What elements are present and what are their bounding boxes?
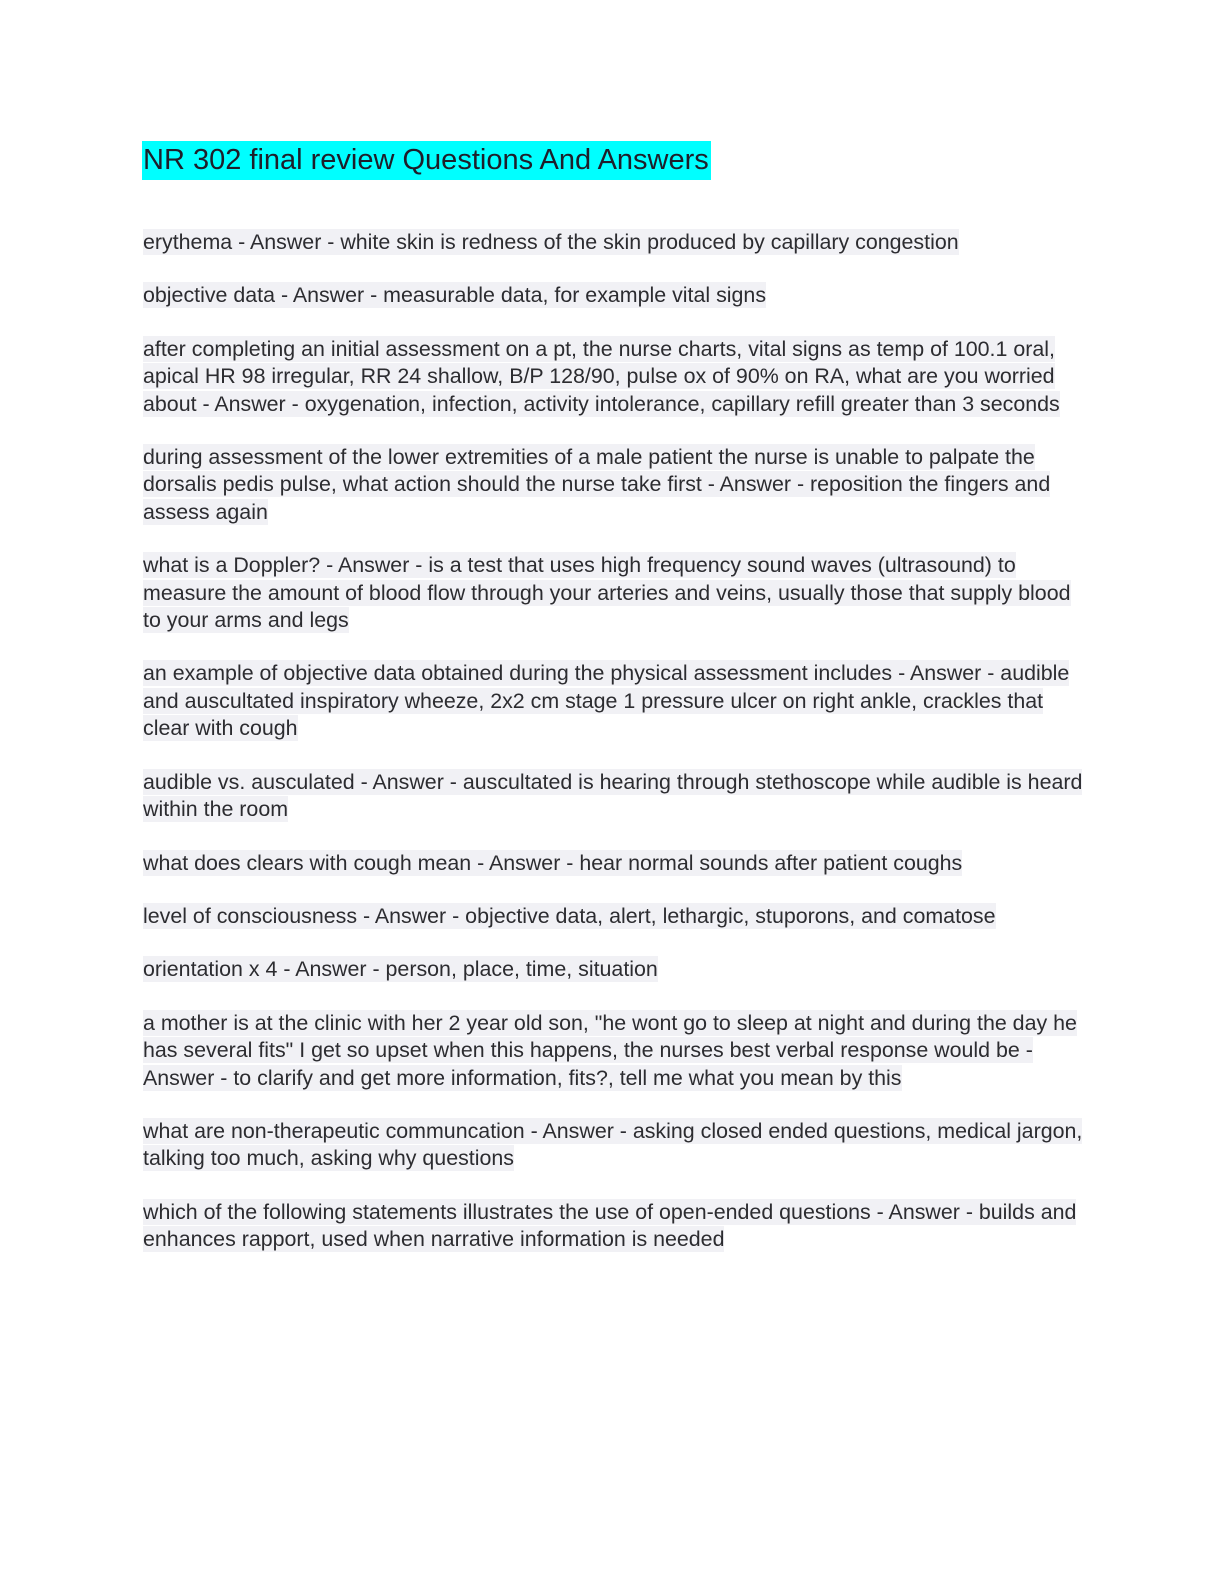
- qa-item: [143, 444, 1083, 526]
- qa-item: [143, 660, 1083, 742]
- qa-item: [143, 1118, 1083, 1173]
- qa-text: during assessment of the lower extremities of a male patient the nurse is unable to palpate the dorsalis pedis pulse, what action should the nurse take first - Answer - reposition the fingers and assess again: [143, 445, 1051, 524]
- qa-text: what does clears with cough mean - Answer - hear normal sounds after patient coughs: [143, 850, 963, 875]
- qa-text: objective data - Answer - measurable data, for example vital signs: [143, 283, 767, 308]
- qa-item: [143, 282, 1083, 309]
- document-title: NR 302 final review Questions And Answers: [142, 141, 711, 180]
- qa-item: [143, 1199, 1083, 1254]
- qa-text: level of consciousness - Answer - objective data, alert, lethargic, stuporons, and comatose: [143, 903, 996, 928]
- qa-item: [143, 1010, 1083, 1092]
- document-page: [143, 141, 1083, 1280]
- qa-text: erythema - Answer - white skin is redness of the skin produced by capillary congestion: [143, 230, 959, 254]
- qa-text: which of the following statements illustrates the use of open-ended questions - Answer - builds and enhances rapport, used when narrative information is needed: [143, 1199, 1077, 1252]
- qa-item: [143, 903, 1083, 930]
- qa-list: [143, 229, 1083, 1254]
- qa-item: [143, 956, 1083, 983]
- qa-item: [143, 850, 1083, 877]
- qa-text: orientation x 4 - Answer - person, place, time, situation: [143, 957, 658, 982]
- qa-text: what are non-therapeutic communcation - Answer - asking closed ended questions, medical jargon, talking too much, asking why questions: [143, 1118, 1083, 1171]
- qa-text: a mother is at the clinic with her 2 year old son, "he wont go to sleep at night and during the day he has several fits" I get so upset when this happens, the nurses best verbal response would be - Answer - to clarify and get more information, fits?, tell me what you mean by this: [143, 1010, 1077, 1090]
- qa-text: audible vs. ausculated - Answer - auscultated is hearing through stethoscope while audible is heard within the room: [143, 769, 1083, 822]
- qa-text: what is a Doppler? - Answer - is a test that uses high frequency sound waves (ultrasound) to measure the amount of blood flow through your arteries and veins, usually those that supply blood to your arms and legs: [143, 553, 1071, 633]
- qa-item: [143, 336, 1083, 418]
- qa-item: [143, 552, 1083, 634]
- qa-item: [143, 229, 1083, 256]
- qa-text: an example of objective data obtained during the physical assessment includes - Answer - audible and auscultated inspiratory wheeze, 2x2 cm stage 1 pressure ulcer on right ankle, crackles that clear with cough: [143, 661, 1070, 741]
- qa-text: after completing an initial assessment on a pt, the nurse charts, vital signs as temp of 100.1 oral, apical HR 98 irregular, RR 24 shallow, B/P 128/90, pulse ox of 90% on RA, what are you worried about - Answer - oxygenation, infection, activity intolerance, capillary refill greater than 3 seconds: [143, 336, 1060, 416]
- qa-item: [143, 769, 1083, 824]
